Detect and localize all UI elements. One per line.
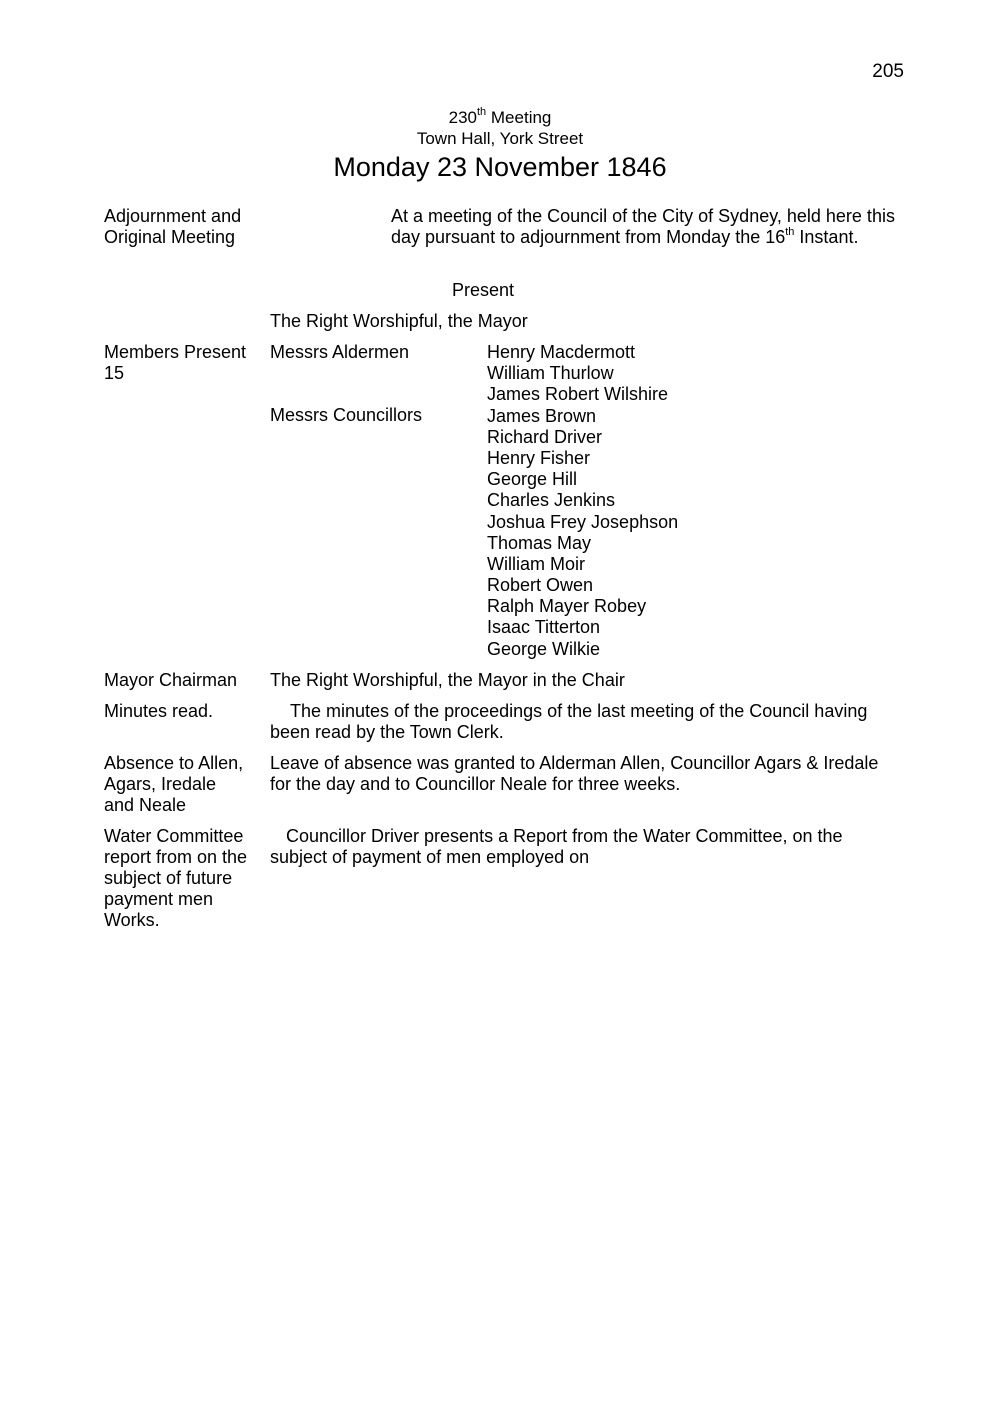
councillor-name: Isaac Titterton (487, 617, 601, 638)
margin-note-minutes: Minutes read. (104, 701, 214, 721)
councillor-name: Charles Jenkins (487, 490, 616, 511)
margin-note-chairman: Mayor Chairman (104, 670, 238, 690)
intro-paragraph: At a meeting of the Council of the City of Sydney, held here this day pursuant to adjournment from Monday the 16th Instant. (391, 206, 895, 247)
councillor-name: George Hill (487, 469, 578, 490)
meeting-venue: Town Hall, York Street (416, 129, 584, 148)
councillor-name: Robert Owen (487, 575, 594, 596)
minutes-paragraph: The minutes of the proceedings of the last meeting of the Council having been read by the Town Clerk. (270, 701, 868, 742)
page-number: 205 (872, 61, 904, 82)
councillor-name: William Moir (487, 553, 585, 574)
councillor-name: Thomas May (487, 532, 592, 553)
alderman-name: William Thurlow (487, 363, 614, 384)
absence-paragraph: Leave of absence was granted to Alderman Allen, Councillor Agars & Iredale for the day and to Councillor Neale for three weeks. (270, 753, 879, 794)
aldermen-label: Messrs Aldermen (270, 342, 410, 362)
water-committee-paragraph: Councillor Driver presents a Report from the Water Committee, on the subject of payment of men employed on (270, 826, 843, 867)
present-heading: Present (452, 280, 515, 300)
margin-note-adjournment: Adjournment and Original Meeting (104, 206, 242, 247)
councillor-name: Richard Driver (487, 426, 603, 447)
ordinal-suffix: th (476, 106, 487, 119)
margin-note-absence: Absence to Allen, Agars, Iredale and Neale (104, 753, 244, 815)
councillor-name: Ralph Mayer Robey (487, 596, 647, 617)
meeting-number: 230th Meeting (448, 106, 552, 127)
meeting-date: Monday 23 November 1846 (333, 152, 667, 182)
margin-note-members: Members Present 15 (104, 342, 247, 383)
councillor-name: James Brown (487, 405, 597, 426)
chairman-text: The Right Worshipful, the Mayor in the Chair (270, 670, 625, 690)
members-list (487, 342, 678, 660)
councillor-name: Henry Fisher (487, 447, 591, 468)
alderman-name: Henry Macdermott (487, 342, 636, 362)
councillor-name: George Wilkie (487, 638, 601, 659)
presiding-officer: The Right Worshipful, the Mayor (270, 311, 528, 331)
meeting-header (0, 107, 1000, 184)
alderman-name: James Robert Wilshire (487, 384, 669, 405)
councillor-name: Joshua Frey Josephson (487, 511, 679, 532)
councillors-label: Messrs Councillors (270, 405, 423, 425)
margin-note-water-committee: Water Committee report from on the subject of future payment men Works. (104, 826, 248, 930)
